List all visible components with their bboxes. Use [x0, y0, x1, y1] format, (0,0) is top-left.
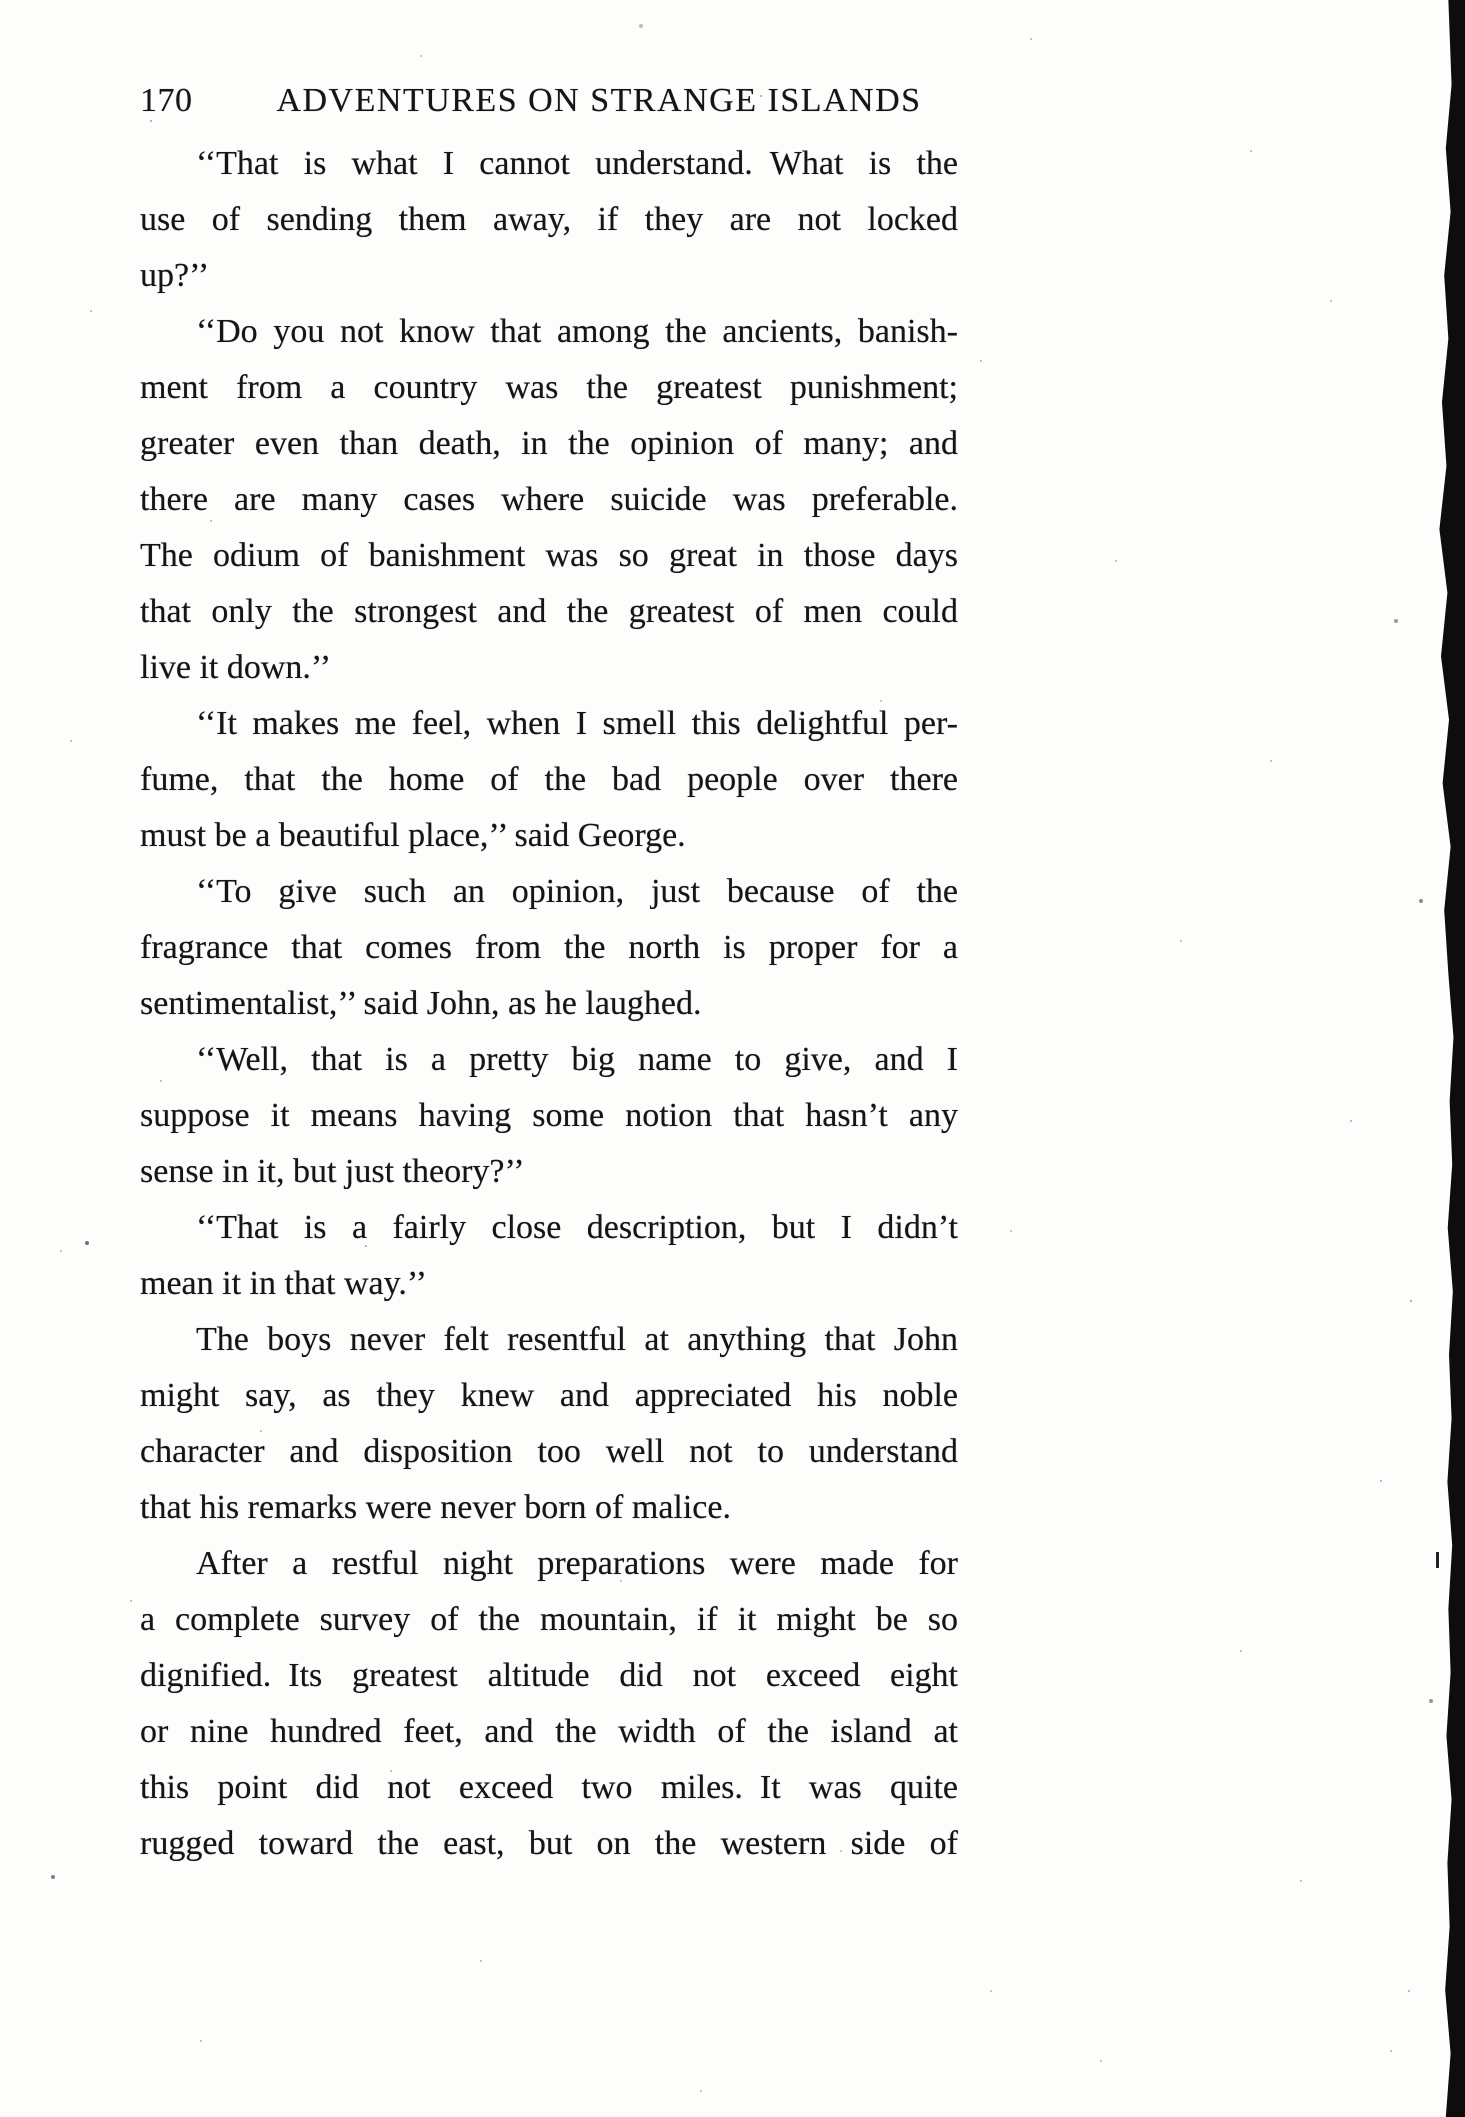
text-line: The odium of banishment was so great in those days	[140, 537, 958, 574]
text-line: character and disposition too well not to understand	[140, 1433, 958, 1470]
text-line: that only the strongest and the greatest of men could	[140, 593, 958, 630]
text-line: ‘‘Do you not know that among the ancients, banish-	[196, 313, 958, 350]
text-line: The boys never felt resentful at anything that John	[196, 1321, 958, 1358]
page-header	[140, 82, 958, 120]
text-line: ‘‘That is what I cannot understand. What is the	[196, 145, 958, 182]
text-line: ‘‘Well, that is a pretty big name to give, and I	[196, 1041, 958, 1078]
text-line: use of sending them away, if they are not locked	[140, 201, 958, 238]
text-line: fume, that the home of the bad people over there	[140, 761, 958, 798]
text-line: rugged toward the east, but on the western side of	[140, 1825, 958, 1862]
text-line: sentimentalist,’’ said John, as he laughed.	[140, 985, 702, 1022]
text-line: mean it in that way.’’	[140, 1265, 428, 1302]
binding-shadow	[1433, 0, 1465, 2117]
text-line: ‘‘That is a fairly close description, but I didn’t	[196, 1209, 958, 1246]
text-line: live it down.’’	[140, 649, 332, 686]
text-line: fragrance that comes from the north is proper for a	[140, 929, 958, 966]
text-block	[140, 136, 958, 1872]
text-line: or nine hundred feet, and the width of the island at	[140, 1713, 958, 1750]
text-line: dignified. Its greatest altitude did not exceed eight	[140, 1657, 958, 1694]
scan-mark	[1436, 1552, 1439, 1568]
running-title: ADVENTURES ON STRANGE ISLANDS	[276, 82, 922, 119]
page-number: 170	[140, 82, 193, 119]
text-line: might say, as they knew and appreciated his noble	[140, 1377, 958, 1414]
text-line: ment from a country was the greatest punishment;	[140, 369, 958, 406]
text-line: up?’’	[140, 257, 210, 294]
text-line: greater even than death, in the opinion of many; and	[140, 425, 958, 462]
text-line: this point did not exceed two miles. It was quite	[140, 1769, 958, 1806]
text-line: ‘‘To give such an opinion, just because of the	[196, 873, 958, 910]
text-line: there are many cases where suicide was preferable.	[140, 481, 958, 518]
text-line: a complete survey of the mountain, if it might be so	[140, 1601, 958, 1638]
text-line: suppose it means having some notion that hasn’t any	[140, 1097, 958, 1134]
text-line: After a restful night preparations were made for	[196, 1545, 958, 1582]
text-line: sense in it, but just theory?’’	[140, 1153, 525, 1190]
text-line: that his remarks were never born of malice.	[140, 1489, 731, 1526]
text-line: must be a beautiful place,’’ said George.	[140, 817, 686, 854]
text-line: ‘‘It makes me feel, when I smell this delightful per-	[196, 705, 958, 742]
